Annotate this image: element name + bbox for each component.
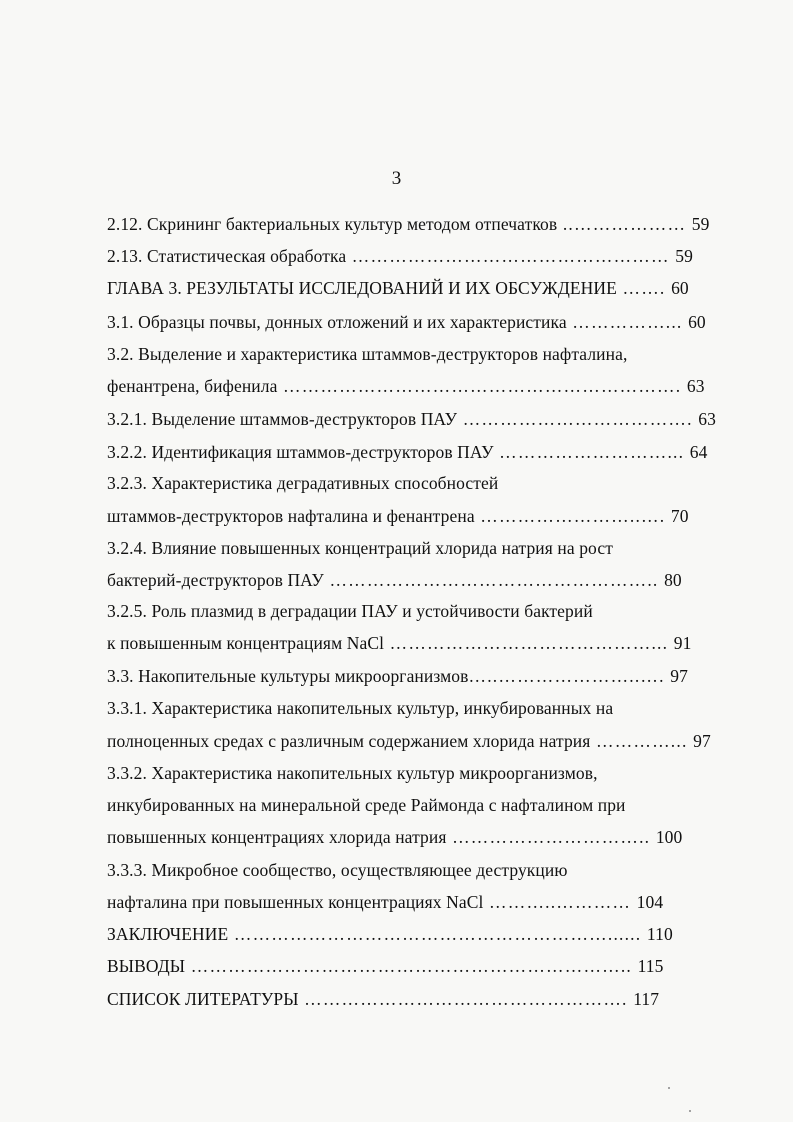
toc-entry-title: 3.3.1. Характеристика накопительных культур, инкубированных на	[107, 698, 614, 718]
toc-line	[107, 472, 498, 494]
toc-leader-dots: ……………………………………………	[346, 246, 676, 266]
toc-entry-title: 3.2.2. Идентификация штаммов-деструкторов ПАУ	[107, 442, 494, 462]
toc-leader-dots: ………………………...	[493, 442, 690, 462]
toc-entry-title: 3.3.3. Микробное сообщество, осуществляющее деструкцию	[107, 860, 568, 880]
toc-entry-title: повышенных концентрациях хлорида натрия	[107, 827, 447, 847]
toc-entry-page: 115	[637, 956, 664, 976]
toc-line	[107, 923, 673, 945]
toc-leader-dots: ……………………………………………..	[323, 570, 665, 590]
toc-line	[107, 505, 689, 527]
toc-leader-dots: …………………………………………….	[298, 989, 634, 1009]
toc-entry-page: 70	[670, 506, 689, 526]
toc-entry-title: инкубированных на минеральной среде Раймонда с нафталином при	[107, 795, 626, 815]
toc-entry-title: 3.2. Выделение и характеристика штаммов-деструкторов нафталина,	[107, 344, 628, 364]
scan-speck	[668, 1087, 670, 1089]
toc-line	[107, 697, 613, 719]
toc-entry-title: 3.1. Образцы почвы, донных отложений и их характеристика	[107, 312, 567, 332]
toc-entry-page: 59	[675, 246, 693, 266]
toc-line	[107, 441, 708, 463]
toc-line	[107, 213, 709, 235]
toc-entry-page: 91	[673, 633, 692, 653]
toc-entry-title: 3.2.1. Выделение штаммов-деструкторов ПАУ	[107, 409, 458, 429]
toc-entry-title: ЗАКЛЮЧЕНИЕ	[107, 924, 229, 944]
toc-leader-dots: …….	[616, 278, 672, 298]
toc-entry-title: к повышенным концентрациям NaCl	[107, 633, 385, 653]
toc-entry-page: 63	[686, 376, 705, 396]
toc-leader-dots: ……………………………………………………….	[277, 376, 687, 396]
toc-entry-title: бактерий-деструкторов ПАУ	[107, 570, 324, 590]
toc-leader-dots: ……………...	[566, 312, 689, 332]
toc-entry-title: полноценных средах с различным содержанием хлорида натрия	[107, 731, 591, 751]
toc-entry-page: 104	[636, 892, 664, 912]
toc-leader-dots: ..………………	[557, 214, 692, 234]
toc-line	[107, 375, 705, 397]
toc-line	[107, 665, 688, 687]
toc-entry-title: 3.3.2. Характеристика накопительных культур микроорганизмов,	[107, 763, 598, 783]
page-number: 3	[391, 168, 402, 189]
toc-line	[107, 988, 659, 1010]
toc-line	[107, 600, 593, 622]
toc-line	[107, 762, 598, 784]
toc-entry-title: 3.2.5. Роль плазмид в деградации ПАУ и устойчивости бактерий	[107, 601, 593, 621]
toc-entry-title: 2.12. Скрининг бактериальных культур методом отпечатков	[107, 214, 558, 234]
toc-line	[107, 730, 711, 752]
toc-entry-title: 3.2.3. Характеристика деградативных способностей	[107, 473, 499, 493]
toc-entry-page: 80	[664, 570, 682, 590]
toc-entry-title: фенантрена, бифенила	[107, 376, 278, 396]
toc-entry-page: 60	[688, 312, 706, 332]
toc-entry-page: 64	[689, 442, 708, 462]
toc-leader-dots: …………………………..	[446, 827, 656, 847]
toc-entry-title: 3.2.4. Влияние повышенных концентраций хлорида натрия на рост	[107, 538, 613, 558]
toc-entry-title: ВЫВОДЫ	[107, 956, 186, 976]
toc-line	[107, 537, 613, 559]
toc-entry-page: 110	[646, 924, 673, 944]
toc-entry-title: нафталина при повышенных концентрациях NaCl	[107, 892, 484, 912]
scan-speck	[689, 1110, 691, 1112]
toc-line	[107, 891, 663, 913]
toc-entry-title: ГЛАВА 3. РЕЗУЛЬТАТЫ ИССЛЕДОВАНИЙ И ИХ ОБСУЖДЕНИЕ	[107, 278, 617, 298]
toc-entry-title: СПИСОК ЛИТЕРАТУРЫ	[107, 989, 299, 1009]
toc-line	[107, 794, 626, 816]
toc-line	[107, 826, 682, 848]
toc-entry-page: 97	[693, 731, 711, 751]
toc-entry-page: 59	[691, 214, 710, 234]
toc-leader-dots: ……………………………………………………………..	[185, 956, 638, 976]
toc-entry-page: 100	[655, 827, 683, 847]
toc-line	[107, 569, 682, 591]
toc-line	[107, 343, 627, 365]
toc-leader-dots: …..…………………..….	[468, 666, 671, 686]
toc-entry-page: 97	[670, 666, 688, 686]
toc-line	[107, 859, 568, 881]
toc-entry-page: 117	[633, 989, 660, 1009]
toc-line	[107, 277, 689, 299]
toc-entry-title: 3.3. Накопительные культуры микроорганизмов	[107, 666, 469, 686]
toc-entry-title: 2.13. Статистическая обработка	[107, 246, 347, 266]
toc-entry-page: 63	[698, 409, 716, 429]
toc-line	[107, 311, 706, 333]
toc-leader-dots: …………...	[590, 731, 694, 751]
toc-line	[107, 632, 691, 654]
toc-line	[107, 245, 693, 267]
toc-leader-dots: ……………………………………...	[384, 633, 674, 653]
toc-leader-dots: ……………………..….	[474, 506, 671, 526]
toc-leader-dots: ……………………………………………………......	[228, 924, 647, 944]
toc-leader-dots: ……………………………….	[457, 409, 699, 429]
toc-entry-title: штаммов-деструкторов нафталина и фенантрена	[107, 506, 475, 526]
toc-line	[107, 955, 663, 977]
toc-leader-dots: ………..…………	[483, 892, 637, 912]
toc-entry-page: 60	[671, 278, 689, 298]
toc-line	[107, 408, 716, 430]
